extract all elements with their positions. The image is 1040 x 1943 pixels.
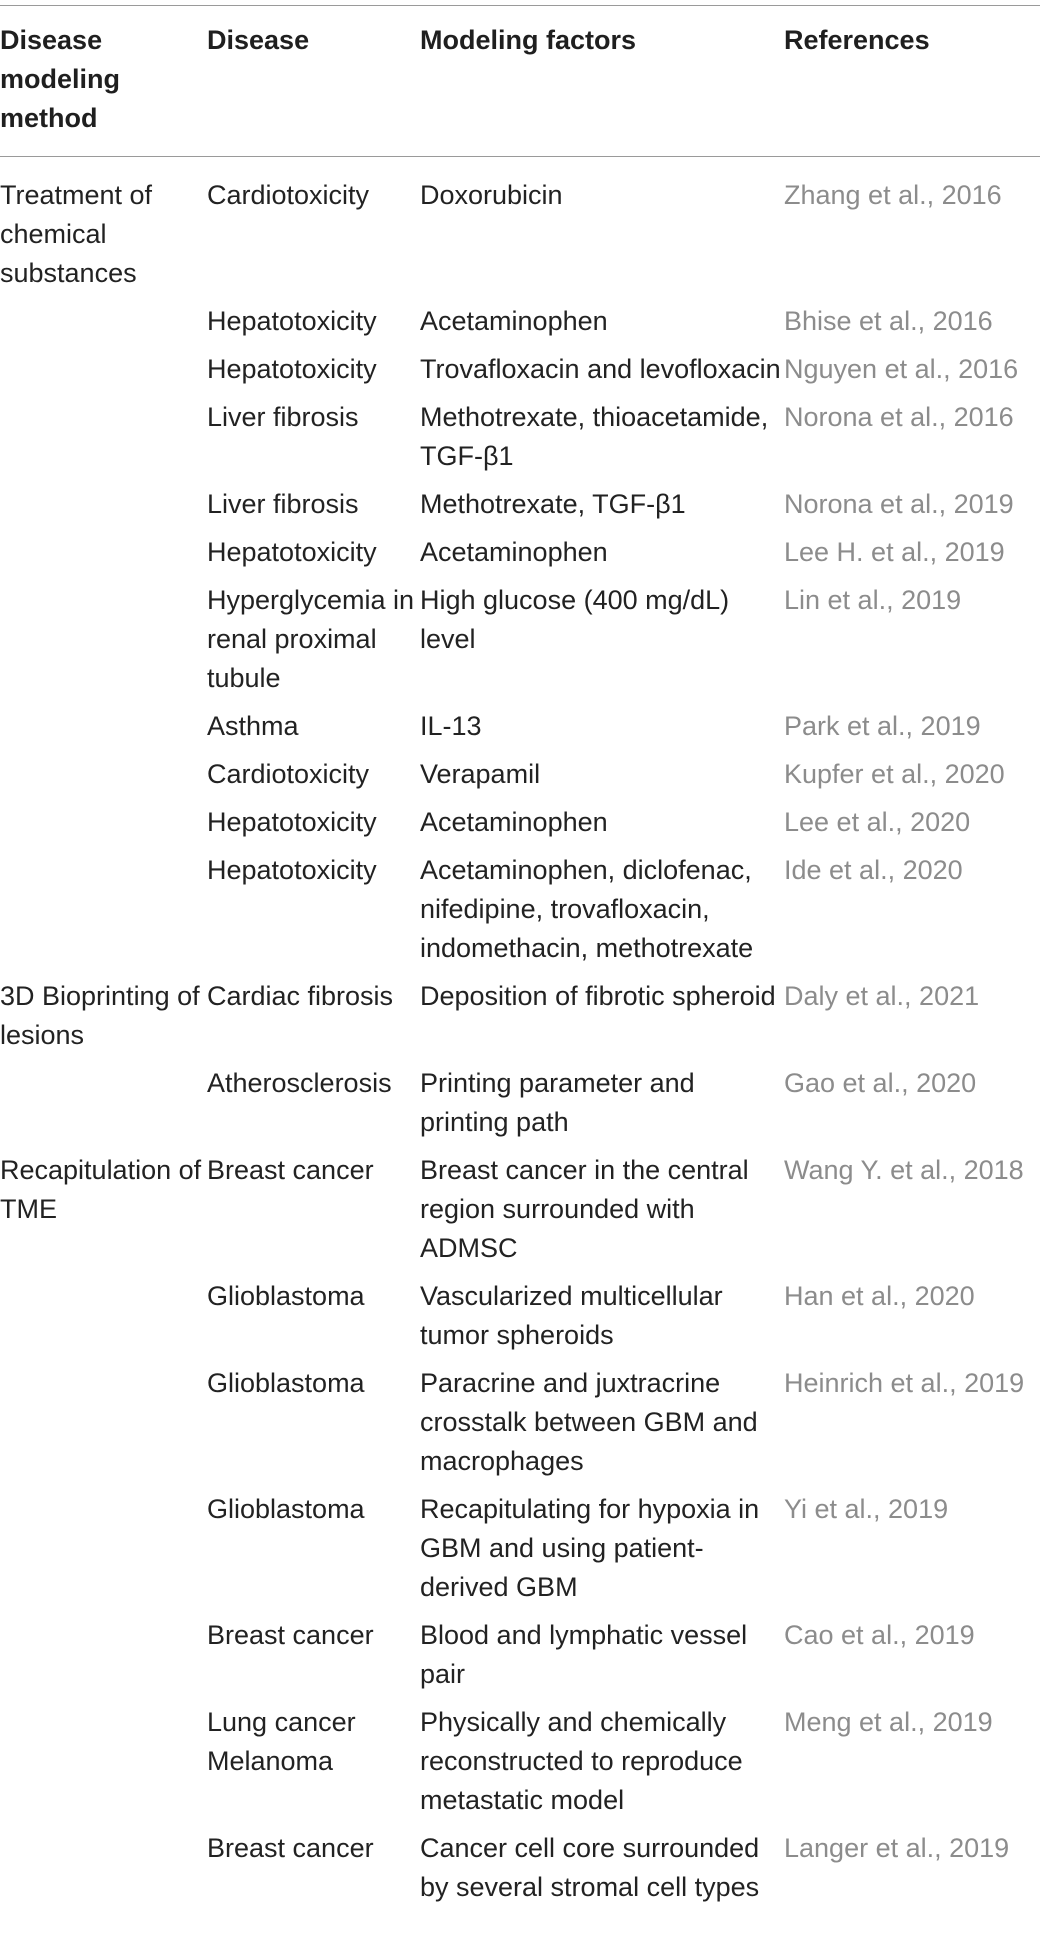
table-row bbox=[0, 1490, 1040, 1616]
reference-cell: Han et al., 2020 bbox=[784, 1281, 975, 1311]
factors-cell: Trovafloxacin and levofloxacin bbox=[420, 354, 781, 384]
method-cell bbox=[0, 581, 207, 707]
table-row bbox=[0, 581, 1040, 707]
factors-cell: Acetaminophen bbox=[420, 306, 608, 336]
disease-cell: Liver fibrosis bbox=[207, 402, 359, 432]
reference-cell: Zhang et al., 2016 bbox=[784, 180, 1002, 210]
reference-cell: Langer et al., 2019 bbox=[784, 1833, 1010, 1863]
reference-cell: Heinrich et al., 2019 bbox=[784, 1368, 1025, 1398]
reference-cell: Yi et al., 2019 bbox=[784, 1494, 949, 1524]
table-row bbox=[0, 1064, 1040, 1151]
table-row bbox=[0, 707, 1040, 755]
table-row bbox=[0, 755, 1040, 803]
factors-cell: IL-13 bbox=[420, 711, 482, 741]
factors-cell: Cancer cell core surrounded by several stromal cell types bbox=[420, 1833, 760, 1902]
method-cell bbox=[0, 485, 207, 533]
reference-cell: Ide et al., 2020 bbox=[784, 855, 963, 885]
method-cell bbox=[0, 707, 207, 755]
reference-cell: Lin et al., 2019 bbox=[784, 585, 962, 615]
table-row bbox=[0, 1151, 1040, 1277]
method-cell bbox=[0, 1829, 207, 1916]
method-cell bbox=[0, 302, 207, 350]
header-row bbox=[0, 21, 1040, 156]
method-cell bbox=[0, 533, 207, 581]
spacer-cell bbox=[0, 156, 1040, 176]
factors-cell: Deposition of fibrotic spheroid bbox=[420, 981, 776, 1011]
reference-cell: Daly et al., 2021 bbox=[784, 981, 980, 1011]
table-row bbox=[0, 803, 1040, 851]
method-cell bbox=[0, 803, 207, 851]
top-rule bbox=[0, 5, 1040, 6]
reference-cell: Kupfer et al., 2020 bbox=[784, 759, 1005, 789]
factors-cell: Acetaminophen, diclofenac, nifedipine, trovafloxacin, indomethacin, methotrexate bbox=[420, 855, 754, 963]
table-row bbox=[0, 350, 1040, 398]
factors-cell: Breast cancer in the central region surrounded with ADMSC bbox=[420, 1155, 749, 1263]
disease-cell: Glioblastoma bbox=[207, 1368, 365, 1398]
reference-cell: Meng et al., 2019 bbox=[784, 1707, 993, 1737]
table-row bbox=[0, 1616, 1040, 1703]
method-cell: Treatment of chemical substances bbox=[0, 180, 153, 288]
factors-cell: Printing parameter and printing path bbox=[420, 1068, 695, 1137]
disease-cell: Asthma bbox=[207, 711, 299, 741]
factors-cell: Acetaminophen bbox=[420, 807, 608, 837]
table-row bbox=[0, 1703, 1040, 1829]
disease-cell: Glioblastoma bbox=[207, 1494, 365, 1524]
table-row bbox=[0, 302, 1040, 350]
disease-cell: Hepatotoxicity bbox=[207, 354, 377, 384]
method-cell bbox=[0, 851, 207, 977]
disease-cell: Breast cancer bbox=[207, 1155, 374, 1185]
method-cell bbox=[0, 1064, 207, 1151]
table-row bbox=[0, 977, 1040, 1064]
reference-cell: Gao et al., 2020 bbox=[784, 1068, 977, 1098]
reference-cell: Lee H. et al., 2019 bbox=[784, 537, 1005, 567]
disease-cell: Hepatotoxicity bbox=[207, 807, 377, 837]
disease-cell: Lung cancer Melanoma bbox=[207, 1707, 356, 1776]
reference-cell: Norona et al., 2016 bbox=[784, 402, 1014, 432]
table-row bbox=[0, 1364, 1040, 1490]
reference-cell: Norona et al., 2019 bbox=[784, 489, 1014, 519]
disease-cell: Liver fibrosis bbox=[207, 489, 359, 519]
table-body bbox=[0, 156, 1040, 1916]
method-cell bbox=[0, 1277, 207, 1364]
factors-cell: Acetaminophen bbox=[420, 537, 608, 567]
reference-cell: Park et al., 2019 bbox=[784, 711, 981, 741]
table-row bbox=[0, 398, 1040, 485]
method-cell bbox=[0, 1364, 207, 1490]
method-cell bbox=[0, 398, 207, 485]
disease-cell: Breast cancer bbox=[207, 1620, 374, 1650]
disease-cell: Breast cancer bbox=[207, 1833, 374, 1863]
disease-modeling-table bbox=[0, 21, 1040, 1916]
factors-cell: High glucose (400 mg/dL) level bbox=[420, 585, 730, 654]
method-cell bbox=[0, 1703, 207, 1829]
disease-cell: Hepatotoxicity bbox=[207, 537, 377, 567]
reference-cell: Wang Y. et al., 2018 bbox=[784, 1155, 1024, 1185]
factors-cell: Vascularized multicellular tumor spheroids bbox=[420, 1281, 723, 1350]
disease-cell: Cardiotoxicity bbox=[207, 759, 370, 789]
disease-cell: Hepatotoxicity bbox=[207, 306, 377, 336]
method-cell: Recapitulation of TME bbox=[0, 1155, 202, 1224]
factors-cell: Methotrexate, TGF-β1 bbox=[420, 489, 686, 519]
method-cell bbox=[0, 1616, 207, 1703]
reference-cell: Lee et al., 2020 bbox=[784, 807, 971, 837]
header-method: Disease modeling method bbox=[0, 25, 120, 133]
factors-cell: Physically and chemically reconstructed to reproduce metastatic model bbox=[420, 1707, 743, 1815]
reference-cell: Bhise et al., 2016 bbox=[784, 306, 993, 336]
table-row bbox=[0, 851, 1040, 977]
factors-cell: Doxorubicin bbox=[420, 180, 563, 210]
method-cell: 3D Bioprinting of lesions bbox=[0, 981, 200, 1050]
header-references: References bbox=[784, 25, 930, 55]
disease-cell: Hyperglycemia in renal proximal tubule bbox=[207, 585, 415, 693]
factors-cell: Recapitulating for hypoxia in GBM and using patient-derived GBM bbox=[420, 1494, 760, 1602]
header-spacer bbox=[0, 156, 1040, 176]
table-row bbox=[0, 485, 1040, 533]
factors-cell: Methotrexate, thioacetamide, TGF-β1 bbox=[420, 402, 769, 471]
table-row bbox=[0, 1277, 1040, 1364]
table-row bbox=[0, 1829, 1040, 1916]
disease-cell: Atherosclerosis bbox=[207, 1068, 392, 1098]
factors-cell: Blood and lymphatic vessel pair bbox=[420, 1620, 748, 1689]
header-factors: Modeling factors bbox=[420, 25, 637, 55]
disease-cell: Hepatotoxicity bbox=[207, 855, 377, 885]
table-row bbox=[0, 176, 1040, 302]
reference-cell: Cao et al., 2019 bbox=[784, 1620, 975, 1650]
reference-cell: Nguyen et al., 2016 bbox=[784, 354, 1019, 384]
table-row bbox=[0, 533, 1040, 581]
disease-cell: Glioblastoma bbox=[207, 1281, 365, 1311]
factors-cell: Verapamil bbox=[420, 759, 541, 789]
header-disease: Disease bbox=[207, 25, 310, 55]
method-cell bbox=[0, 1490, 207, 1616]
method-cell bbox=[0, 350, 207, 398]
factors-cell: Paracrine and juxtracrine crosstalk between GBM and macrophages bbox=[420, 1368, 758, 1476]
method-cell bbox=[0, 755, 207, 803]
disease-cell: Cardiotoxicity bbox=[207, 180, 370, 210]
disease-cell: Cardiac fibrosis bbox=[207, 981, 394, 1011]
